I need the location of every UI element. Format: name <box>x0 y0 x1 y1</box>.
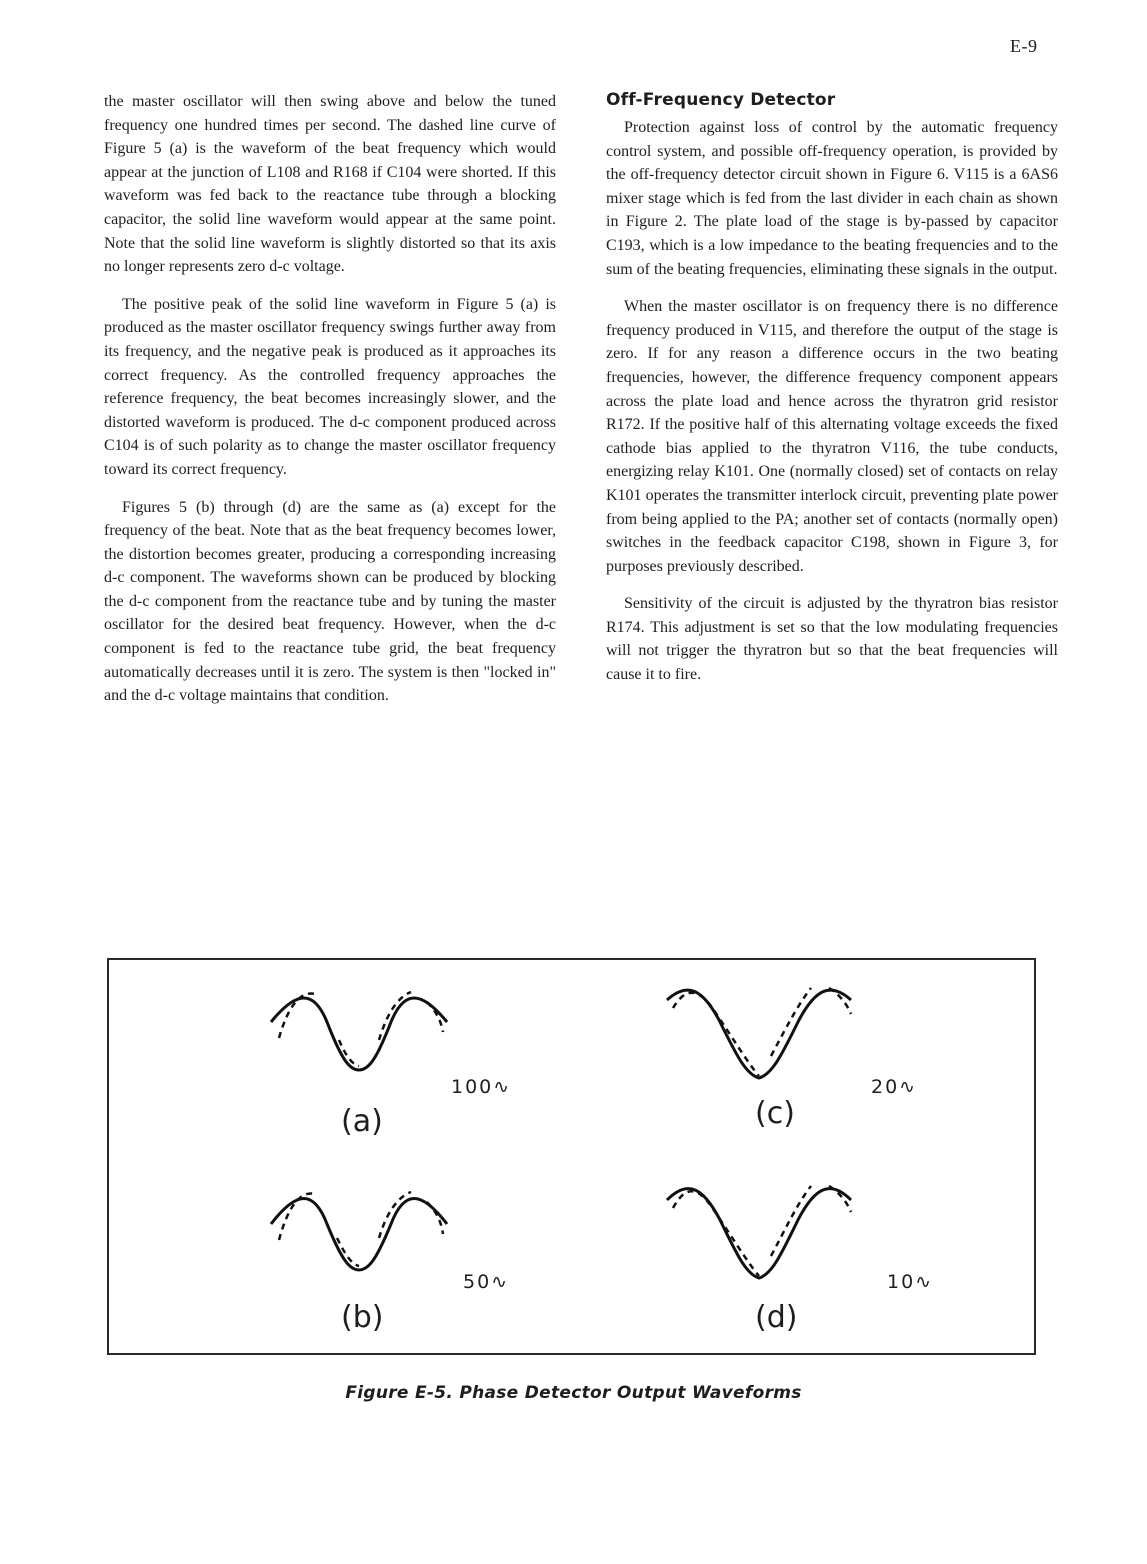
waveform-d <box>667 1186 851 1278</box>
panel-label-c: (c) <box>755 1096 795 1131</box>
waveform-b <box>271 1192 447 1270</box>
body-paragraph: When the master oscillator is on frequency there is no difference frequency produced in V115, and therefore the output of the stage is zero. If for any reason a difference occurs in the two beating frequencies, however, the difference frequency component appears across the plate load and hence across the thyratron grid resistor R172. If the positive half of this alternating voltage exceeds the fixed cathode bias applied to the thyratron V116, the tube conducts, energizing relay K101. One (normally closed) set of contacts on relay K101 operates the transmitter interlock circuit, preventing plate power from being applied to the PA; another set of contacts (normally open) switches in the feedback capacitor C198, shown in Figure 3, for purposes previously described. <box>606 298 1058 575</box>
section-heading: Off-Frequency Detector <box>606 90 836 110</box>
body-paragraph: Sensitivity of the circuit is adjusted by the thyratron bias resistor R174. This adjustment is set so that the low modulating frequencies will not trigger the thyratron but so that the beat frequencies will cause it to fire. <box>606 595 1058 684</box>
body-paragraph: the master oscillator will then swing above and below the tuned frequency one hundred times per second. The dashed line curve of Figure 5 (a) is the waveform of the beat frequency which would appear at the junction of L108 and R168 if C104 were shorted. If this waveform was fed back to the reactance tube through a blocking capacitor, the solid line waveform would appear at the same point. Note that the solid line waveform is slightly distorted so that its axis no longer represents zero d-c voltage. <box>104 93 556 276</box>
panel-label-b: (b) <box>341 1300 384 1335</box>
page-number: E-9 <box>1010 36 1038 56</box>
body-paragraph: Protection against loss of control by the automatic frequency control system, and possible off-frequency operation, is provided by the off-frequency detector circuit shown in Figure 6. V115 is a 6AS6 mixer stage which is fed from the last divider in each chain as shown in Figure 2. The plate load of the stage is by-passed by capacitor C193, which is a low impedance to the beating frequencies and to the sum of the beating frequencies, eliminating these signals in the output. <box>606 119 1058 278</box>
figure-caption: Figure E-5. Phase Detector Output Waveforms <box>345 1383 802 1403</box>
waveform-figure <box>107 958 1036 1355</box>
frequency-label-c: 20∿ <box>871 1076 918 1098</box>
frequency-label-b: 50∿ <box>463 1271 510 1293</box>
waveform-a <box>271 992 447 1070</box>
waveform-c <box>667 988 851 1078</box>
left-column <box>104 90 556 722</box>
right-column <box>606 90 1058 701</box>
body-paragraph: Figures 5 (b) through (d) are the same as (a) except for the frequency of the beat. Note that as the beat frequency becomes lower, the distortion becomes greater, producing a corresponding increasing d-c component. The waveforms shown can be produced by blocking the d-c component from the reactance tube and by tuning the master oscillator for the desired beat frequency. However, when the d-c component is fed to the reactance tube grid, the beat frequency automatically decreases until it is zero. The system is then "locked in" and the d-c voltage maintains that condition. <box>104 498 556 705</box>
panel-label-a: (a) <box>341 1104 383 1139</box>
frequency-label-d: 10∿ <box>887 1271 934 1293</box>
frequency-label-a: 100∿ <box>451 1076 512 1098</box>
panel-label-d: (d) <box>755 1300 798 1335</box>
waveform-drawing <box>109 960 1034 1353</box>
body-paragraph: The positive peak of the solid line waveform in Figure 5 (a) is produced as the master oscillator frequency swings further away from its frequency, and the negative peak is produced as it approaches its correct frequency. As the controlled frequency approaches the reference frequency, the beat becomes increasingly slower, and the distorted waveform is produced. The d-c component produced across C104 is of such polarity as to change the master oscillator frequency toward its correct frequency. <box>104 295 556 478</box>
